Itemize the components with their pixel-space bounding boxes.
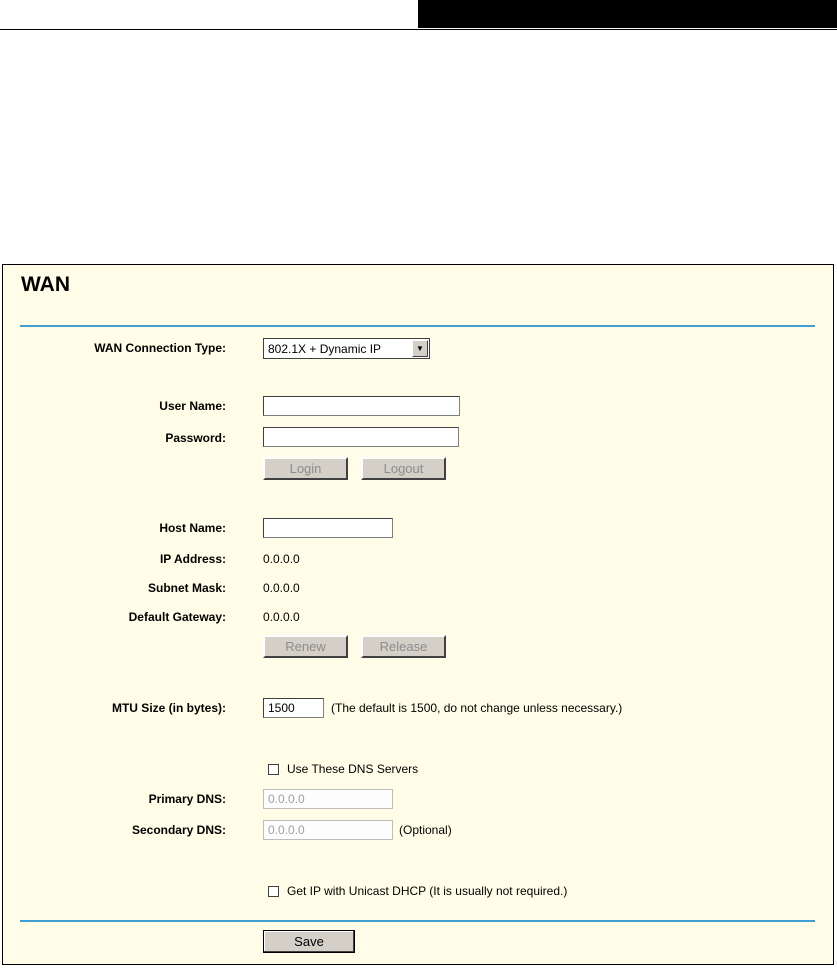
subnet-mask-value: 0.0.0.0 <box>263 581 300 595</box>
use-dns-checkbox[interactable] <box>268 764 279 775</box>
wan-connection-type-label: WAN Connection Type: <box>94 341 226 355</box>
mtu-size-note: (The default is 1500, do not change unless necessary.) <box>331 701 623 715</box>
renew-button[interactable]: Renew <box>263 635 348 658</box>
page-title: WAN <box>21 273 70 296</box>
secondary-dns-label: Secondary DNS: <box>131 823 226 837</box>
login-button[interactable]: Login <box>263 457 348 480</box>
secondary-dns-input[interactable] <box>263 820 393 840</box>
save-button[interactable]: Save <box>263 930 355 953</box>
user-name-label: User Name: <box>159 399 226 413</box>
wan-connection-type-value: 802.1X + Dynamic IP <box>268 342 382 356</box>
secondary-dns-note: (Optional) <box>399 823 452 837</box>
user-name-input[interactable] <box>263 396 460 416</box>
wan-settings-panel <box>2 264 834 965</box>
subnet-mask-label: Subnet Mask: <box>147 581 226 595</box>
header-black-bar <box>418 0 837 28</box>
mtu-size-input[interactable] <box>263 698 324 718</box>
password-label: Password: <box>165 431 226 445</box>
ip-address-value: 0.0.0.0 <box>263 552 300 566</box>
use-dns-label: Use These DNS Servers <box>287 762 419 776</box>
ip-address-label: IP Address: <box>159 552 226 566</box>
top-divider <box>20 325 815 327</box>
unicast-dhcp-checkbox[interactable] <box>268 886 279 897</box>
chevron-down-icon[interactable]: ▼ <box>412 340 428 357</box>
default-gateway-value: 0.0.0.0 <box>263 610 300 624</box>
password-input[interactable] <box>263 427 459 447</box>
header-rule <box>0 29 837 30</box>
host-name-label: Host Name: <box>159 521 226 535</box>
unicast-dhcp-label: Get IP with Unicast DHCP (It is usually not required.) <box>287 884 568 898</box>
wan-connection-type-select[interactable] <box>263 338 430 359</box>
host-name-input[interactable] <box>263 518 393 538</box>
primary-dns-label: Primary DNS: <box>148 792 226 806</box>
default-gateway-label: Default Gateway: <box>128 610 226 624</box>
bottom-divider <box>20 920 815 922</box>
release-button[interactable]: Release <box>361 635 446 658</box>
logout-button[interactable]: Logout <box>361 457 446 480</box>
primary-dns-input[interactable] <box>263 789 393 809</box>
mtu-size-label: MTU Size (in bytes): <box>111 701 226 715</box>
